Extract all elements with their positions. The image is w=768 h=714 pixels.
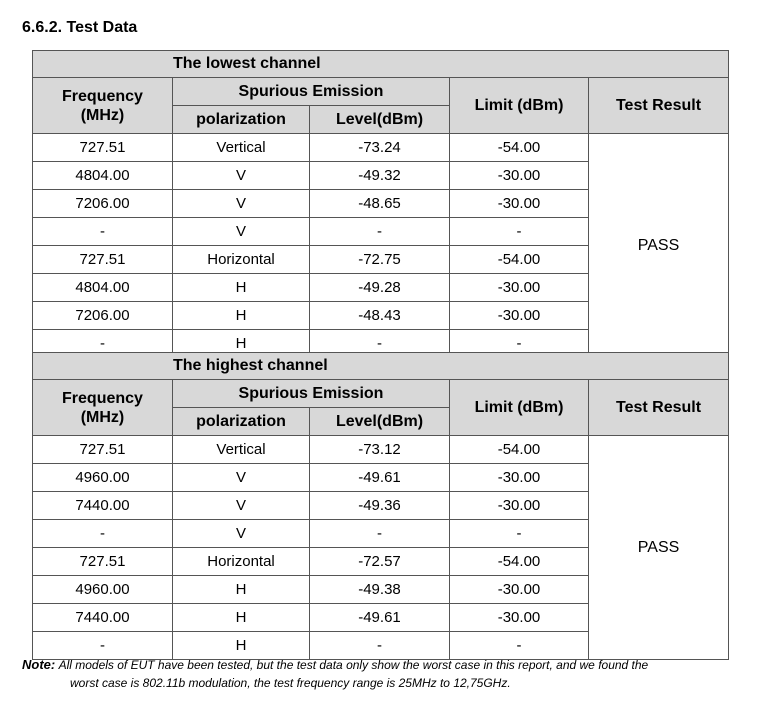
polarization-header: polarization [173,106,310,134]
test-result-cell: PASS [589,134,729,358]
highest-channel-table [32,352,729,660]
polarization-cell: V [173,520,310,548]
limit-cell: - [450,218,589,246]
frequency-cell: 727.51 [33,134,173,162]
test-result-header: Test Result [589,78,729,134]
frequency-cell: 727.51 [33,436,173,464]
limit-cell: -54.00 [450,548,589,576]
frequency-cell: 7440.00 [33,492,173,520]
test-result-cell: PASS [589,436,729,660]
polarization-cell: H [173,302,310,330]
section-title: 6.6.2. Test Data [22,19,138,36]
note [22,656,748,692]
limit-cell: - [450,632,589,660]
level-cell: -48.43 [310,302,450,330]
spurious-emission-header: Spurious Emission [173,380,450,408]
frequency-cell: - [33,218,173,246]
frequency-cell: 4960.00 [33,576,173,604]
level-cell: -72.57 [310,548,450,576]
limit-cell: -54.00 [450,436,589,464]
polarization-cell: Horizontal [173,548,310,576]
limit-cell: - [450,330,589,358]
level-cell: - [310,632,450,660]
frequency-cell: 7206.00 [33,302,173,330]
polarization-cell: H [173,576,310,604]
level-cell: - [310,330,450,358]
limit-header: Limit (dBm) [450,78,589,134]
limit-cell: -30.00 [450,302,589,330]
level-cell: - [310,218,450,246]
level-cell: -49.38 [310,576,450,604]
table-row [33,436,729,464]
polarization-header: polarization [173,408,310,436]
frequency-cell: 7440.00 [33,604,173,632]
polarization-cell: H [173,274,310,302]
level-header: Level(dBm) [310,408,450,436]
note-text-line2: worst case is 802.11b modulation, the test frequency range is 25MHz to 12,75GHz. [70,676,511,690]
limit-cell: -30.00 [450,492,589,520]
polarization-cell: V [173,492,310,520]
frequency-cell: 7206.00 [33,190,173,218]
frequency-cell: 727.51 [33,246,173,274]
frequency-cell: - [33,520,173,548]
limit-cell: -30.00 [450,576,589,604]
level-cell: - [310,520,450,548]
level-cell: -49.28 [310,274,450,302]
polarization-cell: Vertical [173,436,310,464]
limit-cell: - [450,520,589,548]
level-cell: -48.65 [310,190,450,218]
frequency-header: Frequency (MHz) [33,78,173,134]
spurious-emission-header: Spurious Emission [173,78,450,106]
level-cell: -73.24 [310,134,450,162]
limit-cell: -30.00 [450,190,589,218]
frequency-cell: 727.51 [33,548,173,576]
frequency-cell: - [33,330,173,358]
limit-cell: -30.00 [450,604,589,632]
level-cell: -72.75 [310,246,450,274]
polarization-cell: Horizontal [173,246,310,274]
polarization-cell: V [173,162,310,190]
polarization-cell: V [173,464,310,492]
lowest-channel-table [32,50,729,358]
limit-cell: -30.00 [450,464,589,492]
frequency-cell: - [33,632,173,660]
note-label: Note: [22,657,56,672]
level-cell: -73.12 [310,436,450,464]
note-text-line1: All models of EUT have been tested, but the test data only show the worst case in this report, and we found the [58,658,649,672]
level-cell: -49.61 [310,604,450,632]
frequency-header: Frequency (MHz) [33,380,173,436]
level-cell: -49.32 [310,162,450,190]
table-row [33,134,729,162]
polarization-cell: Vertical [173,134,310,162]
limit-cell: -54.00 [450,134,589,162]
level-cell: -49.36 [310,492,450,520]
polarization-cell: V [173,190,310,218]
polarization-cell: H [173,604,310,632]
level-header: Level(dBm) [310,106,450,134]
polarization-cell: H [173,330,310,358]
frequency-cell: 4804.00 [33,162,173,190]
frequency-cell: 4960.00 [33,464,173,492]
limit-cell: -30.00 [450,274,589,302]
frequency-cell: 4804.00 [33,274,173,302]
channel-title: The lowest channel [33,51,729,78]
limit-cell: -54.00 [450,246,589,274]
polarization-cell: H [173,632,310,660]
channel-title: The highest channel [33,353,729,380]
polarization-cell: V [173,218,310,246]
level-cell: -49.61 [310,464,450,492]
limit-header: Limit (dBm) [450,380,589,436]
test-result-header: Test Result [589,380,729,436]
limit-cell: -30.00 [450,162,589,190]
